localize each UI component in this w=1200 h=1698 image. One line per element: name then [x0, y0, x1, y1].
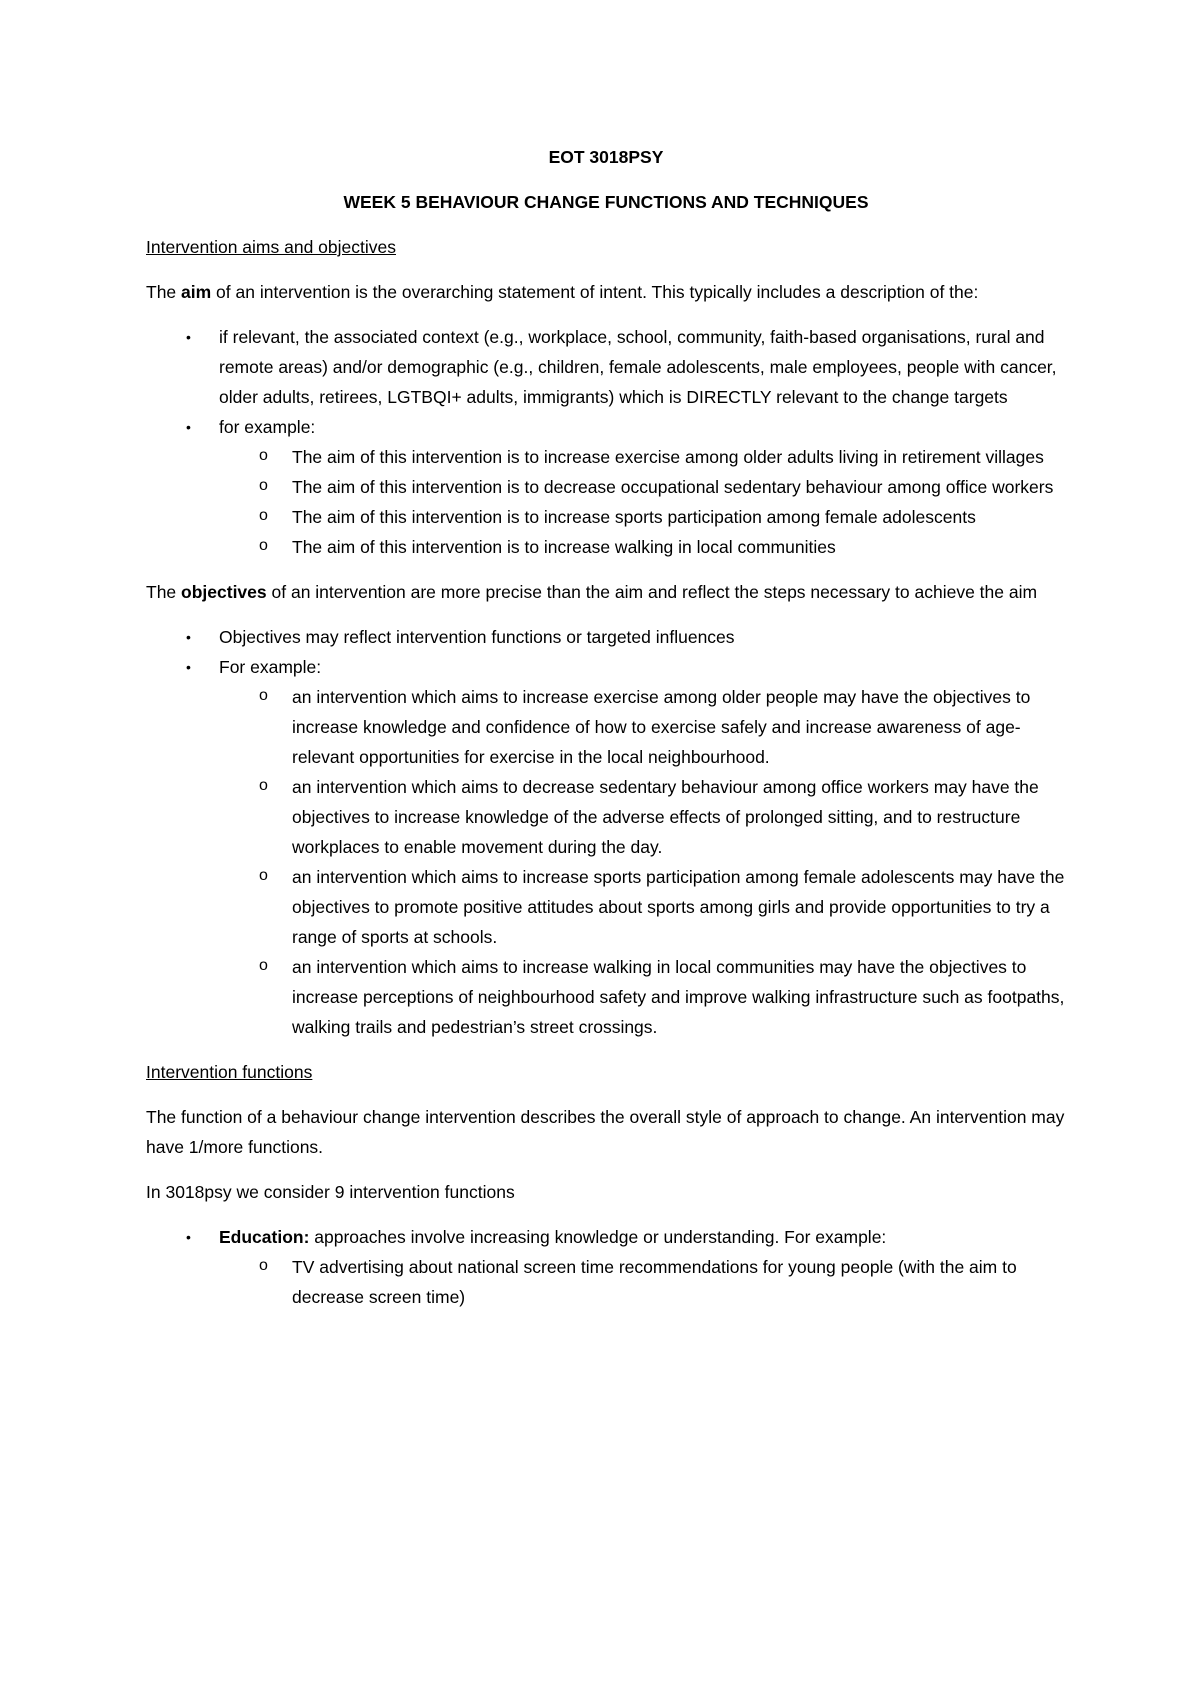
objectives-intro-paragraph: [146, 577, 1066, 607]
bullet-icon: •: [186, 659, 191, 675]
document-body: [146, 142, 1066, 1327]
list-item: [146, 412, 1066, 562]
sub-bullet-icon: o: [259, 507, 268, 524]
list-item-text: Objectives may reflect intervention functions or targeted influences: [219, 627, 735, 647]
list-item-text: For example:: [219, 657, 322, 677]
list-item: [219, 1252, 1066, 1312]
list-item-text: an intervention which aims to increase exercise among older people may have the objectives to increase knowledge and confidence of how to exercise safely and increase awareness of age-relevant opportunities for exercise in the local neighbourhood.: [292, 687, 1031, 767]
sub-bullet-icon: o: [259, 687, 268, 704]
list-item: [146, 652, 1066, 1042]
list-item-text: TV advertising about national screen time recommendations for young people (with the aim to decrease screen time): [292, 1257, 1017, 1307]
sub-bullet-icon: o: [259, 477, 268, 494]
list-item-text: The aim of this intervention is to increase walking in local communities: [292, 537, 836, 557]
course-code: EOT 3018PSY: [548, 147, 664, 167]
list-item-text: if relevant, the associated context (e.g., workplace, school, community, faith-based organisations, rural and remote areas) and/or demographic (e.g., children, female adolescents, male employees, people with cancer, older adults, retirees, LGTBQI+ adults, immigrants) which is DIRECTLY relevant to the change targets: [219, 327, 1057, 407]
sub-bullet-icon: o: [259, 1257, 268, 1274]
functions-list: [146, 1222, 1066, 1312]
list-item: [146, 322, 1066, 412]
list-item: [146, 622, 1066, 652]
education-examples-list: [219, 1252, 1066, 1312]
list-item: [219, 472, 1066, 502]
aim-intro-paragraph: [146, 277, 1066, 307]
aim-intro-post: of an intervention is the overarching statement of intent. This typically includes a description of the:: [211, 282, 979, 302]
list-item: [219, 502, 1066, 532]
list-item: [219, 532, 1066, 562]
section-heading-aims: Intervention aims and objectives: [146, 237, 396, 257]
list-item: [219, 772, 1066, 862]
sub-bullet-icon: o: [259, 777, 268, 794]
list-item-text: an intervention which aims to increase sports participation among female adolescents may have the objectives to promote positive attitudes about sports among girls and provide opportunities to try a range of sports at schools.: [292, 867, 1065, 947]
education-text: approaches involve increasing knowledge or understanding. For example:: [309, 1227, 887, 1247]
list-item-text: The aim of this intervention is to increase sports participation among female adolescents: [292, 507, 976, 527]
sub-bullet-icon: o: [259, 957, 268, 974]
functions-count-paragraph: In 3018psy we consider 9 intervention functions: [146, 1182, 515, 1202]
list-item: [219, 862, 1066, 952]
functions-paragraph: The function of a behaviour change intervention describes the overall style of approach to change. An intervention may have 1/more functions.: [146, 1107, 1065, 1157]
sub-bullet-icon: o: [259, 867, 268, 884]
objective-examples-list: [219, 682, 1066, 1042]
list-item: [219, 952, 1066, 1042]
document-title: WEEK 5 BEHAVIOUR CHANGE FUNCTIONS AND TECHNIQUES: [343, 192, 869, 212]
list-item-text: an intervention which aims to increase walking in local communities may have the objectives to increase perceptions of neighbourhood safety and improve walking infrastructure such as footpaths, walking trails and pedestrian’s street crossings.: [292, 957, 1065, 1037]
bullet-icon: •: [186, 419, 191, 435]
objectives-intro-pre: The: [146, 582, 182, 602]
list-item: [219, 442, 1066, 472]
bullet-icon: •: [186, 1229, 191, 1245]
aim-intro-pre: The: [146, 282, 182, 302]
list-item-text: an intervention which aims to decrease sedentary behaviour among office workers may have the objectives to increase knowledge of the adverse effects of prolonged sitting, and to restructure workplaces to enable movement during the day.: [292, 777, 1039, 857]
sub-bullet-icon: o: [259, 447, 268, 464]
list-item-text: The aim of this intervention is to increase exercise among older adults living in retirement villages: [292, 447, 1044, 467]
objectives-keyword: objectives: [181, 582, 267, 602]
aim-list: [146, 322, 1066, 562]
bullet-icon: •: [186, 329, 191, 345]
aim-examples-list: [219, 442, 1066, 562]
objectives-list: [146, 622, 1066, 1042]
objectives-intro-post: of an intervention are more precise than the aim and reflect the steps necessary to achieve the aim: [266, 582, 1038, 602]
sub-bullet-icon: o: [259, 537, 268, 554]
list-item: [219, 682, 1066, 772]
list-item: [146, 1222, 1066, 1312]
section-heading-functions: Intervention functions: [146, 1062, 313, 1082]
list-item-text: The aim of this intervention is to decrease occupational sedentary behaviour among office workers: [292, 477, 1054, 497]
education-label: Education:: [219, 1227, 310, 1247]
list-item-text: for example:: [219, 417, 316, 437]
aim-keyword: aim: [181, 282, 212, 302]
bullet-icon: •: [186, 629, 191, 645]
